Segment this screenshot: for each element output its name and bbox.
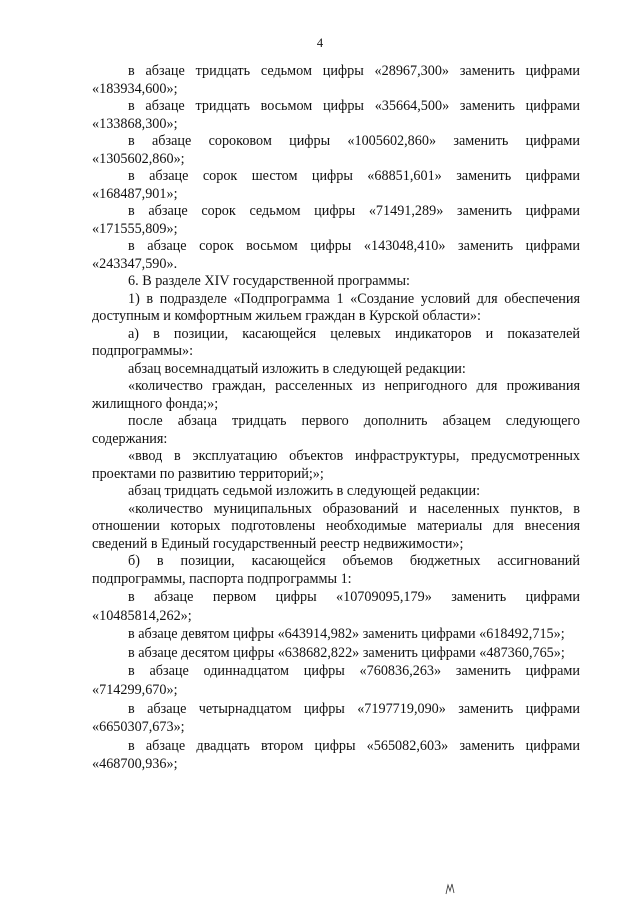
- paragraph: абзац тридцать седьмой изложить в следующей редакции:: [128, 483, 481, 499]
- page-number: 4: [316, 36, 324, 50]
- quoted-paragraph: «количество граждан, расселенных из непригодного для проживания жилищного фонда;»;: [92, 378, 580, 412]
- section-heading: 6. В разделе XIV государственной программы:: [128, 273, 410, 289]
- paragraph: в абзаце сорок седьмом цифры «71491,289» заменить цифрами «171555,809»;: [92, 203, 580, 237]
- margin-mark-icon: [444, 882, 456, 896]
- quoted-paragraph: «количество муниципальных образований и населенных пунктов, в отношении которых подготовлены необходимые материалы для внесения сведений в Единый государственный реестр недвижимости»;: [92, 500, 580, 552]
- paragraph: в абзаце девятом цифры «643914,982» заменить цифрами «618492,715»;: [128, 626, 565, 643]
- paragraph: абзац восемнадцатый изложить в следующей редакции:: [128, 360, 466, 377]
- document-body: [92, 63, 580, 774]
- paragraph: в абзаце четырнадцатом цифры «7197719,090» заменить цифрами «6650307,673»;: [92, 700, 580, 736]
- paragraph: в абзаце сорок восьмом цифры «143048,410» заменить цифрами «243347,590».: [92, 238, 580, 272]
- paragraph: а) в позиции, касающейся целевых индикаторов и показателей подпрограммы»:: [92, 325, 580, 359]
- quoted-paragraph: «ввод в эксплуатацию объектов инфраструктуры, предусмотренных проектами по развитию территорий;»;: [92, 448, 580, 482]
- paragraph: в абзаце одиннадцатом цифры «760836,263» заменить цифрами «714299,670»;: [92, 663, 580, 698]
- paragraph: после абзаца тридцать первого дополнить абзацем следующего содержания:: [92, 413, 580, 447]
- paragraph: в абзаце сорок шестом цифры «68851,601» заменить цифрами «168487,901»;: [92, 168, 580, 202]
- paragraph: 1) в подразделе «Подпрограмма 1 «Создание условий для обеспечения доступным и комфортным жильем граждан в Курской области»:: [92, 290, 580, 324]
- paragraph: в абзаце первом цифры «10709095,179» заменить цифрами «10485814,262»;: [92, 589, 580, 624]
- paragraph: в абзаце десятом цифры «638682,822» заменить цифрами «487360,765»;: [128, 644, 565, 661]
- paragraph: б) в позиции, касающейся объемов бюджетных ассигнований подпрограммы, паспорта подпрограммы 1:: [92, 553, 580, 587]
- paragraph: в абзаце двадцать втором цифры «565082,603» заменить цифрами «468700,936»;: [92, 737, 580, 773]
- paragraph: в абзаце тридцать восьмом цифры «35664,500» заменить цифрами «133868,300»;: [92, 98, 580, 132]
- paragraph: в абзаце сороковом цифры «1005602,860» заменить цифрами «1305602,860»;: [92, 133, 580, 167]
- paragraph: в абзаце тридцать седьмом цифры «28967,300» заменить цифрами «183934,600»;: [92, 63, 580, 97]
